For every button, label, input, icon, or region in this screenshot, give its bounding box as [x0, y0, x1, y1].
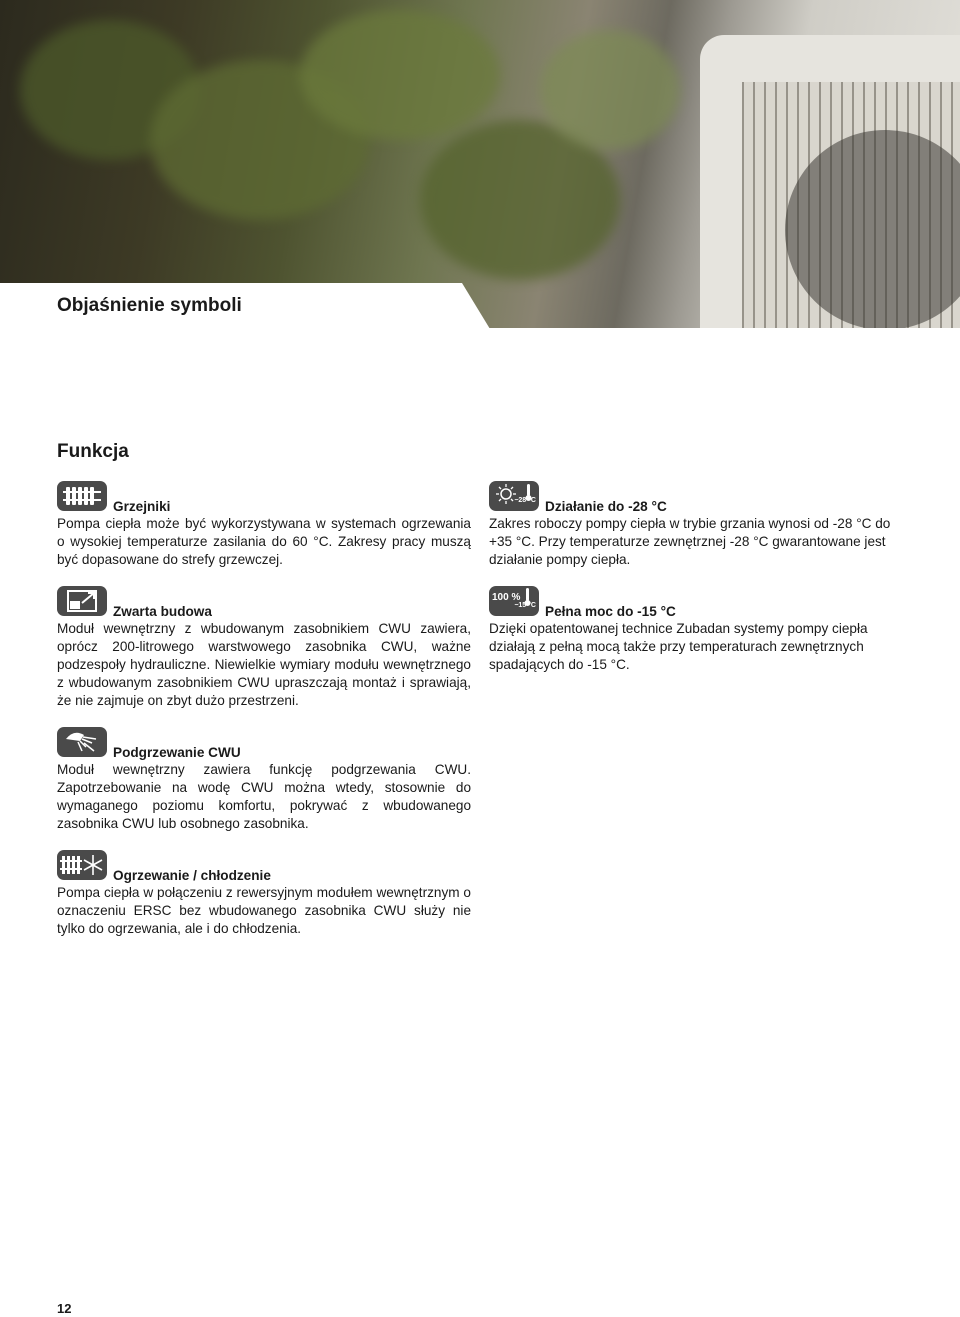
item-heading: Podgrzewanie CWU	[113, 745, 241, 760]
item-full-power-15	[489, 586, 909, 674]
item-heading: Pełna moc do -15 °C	[545, 604, 676, 619]
page-number: 12	[57, 1301, 72, 1316]
item-body: Moduł wewnętrzny z wbudowanym zasobnikiem CWU zawiera, oprócz 200-litrowego warstwowego zasobnika CWU, ważne podzespoły hydrauliczne. Niewielkie wymiary modułu wewnętrznego z wbudowanym zasobnikiem CWU upraszczają montaż i sprawiają, że nie zajmuje on zbyt dużo przestrzeni.	[57, 621, 471, 708]
radiator-icon	[57, 481, 107, 511]
item-heading: Zwarta budowa	[113, 604, 212, 619]
page-title: Objaśnienie symboli	[57, 295, 242, 316]
shower-icon	[57, 727, 107, 757]
icon-sublabel: −15 °C	[514, 602, 536, 609]
item-operation-28	[489, 481, 909, 569]
item-body: Zakres roboczy pompy ciepła w trybie grzania wynosi od -28 °C do +35 °C. Przy temperaturze zewnętrznej -28 °C gwarantowane jest działanie pompy ciepła.	[489, 516, 891, 567]
item-body: Pompa ciepła może być wykorzystywana w systemach ogrzewania o wysokiej temperaturze zasilania do 60 °C. Zakresy pracy muszą być dopasowane do strefy grzewczej.	[57, 516, 471, 567]
item-heading: Działanie do -28 °C	[545, 499, 667, 514]
item-heating-cooling	[57, 850, 471, 938]
item-heading: Ogrzewanie / chłodzenie	[113, 868, 271, 883]
item-body: Moduł wewnętrzny zawiera funkcję podgrzewania CWU. Zapotrzebowanie na wodę CWU można wtedy, stosownie do wymaganego poziomu komfortu, pokrywać z wbudowanego zasobnika CWU lub osobnego zasobnika.	[57, 762, 471, 831]
item-body: Pompa ciepła w połączeniu z rewersyjnym modułem wewnętrznym o oznaczeniu ERSC bez wbudowanego zasobnika CWU służy nie tylko do ogrzewania, ale i do chłodzenia.	[57, 885, 471, 936]
item-heading: Grzejniki	[113, 499, 171, 514]
item-dhw-heating	[57, 727, 471, 833]
item-radiators	[57, 481, 471, 569]
item-body: Dzięki opatentowanej technice Zubadan systemy pompy ciepła działają z pełną mocą także przy temperaturach zewnętrznych spadających do -15 °C.	[489, 621, 868, 672]
icon-label: −28 °C	[514, 497, 536, 504]
sun-thermometer-icon	[489, 481, 539, 511]
compact-unit-icon	[57, 586, 107, 616]
section-title: Funkcja	[57, 441, 129, 462]
hero-photo	[0, 0, 960, 328]
heating-cooling-icon	[57, 850, 107, 880]
icon-label: 100 %	[492, 592, 521, 603]
item-compact-design	[57, 586, 471, 710]
full-power-icon	[489, 586, 539, 616]
